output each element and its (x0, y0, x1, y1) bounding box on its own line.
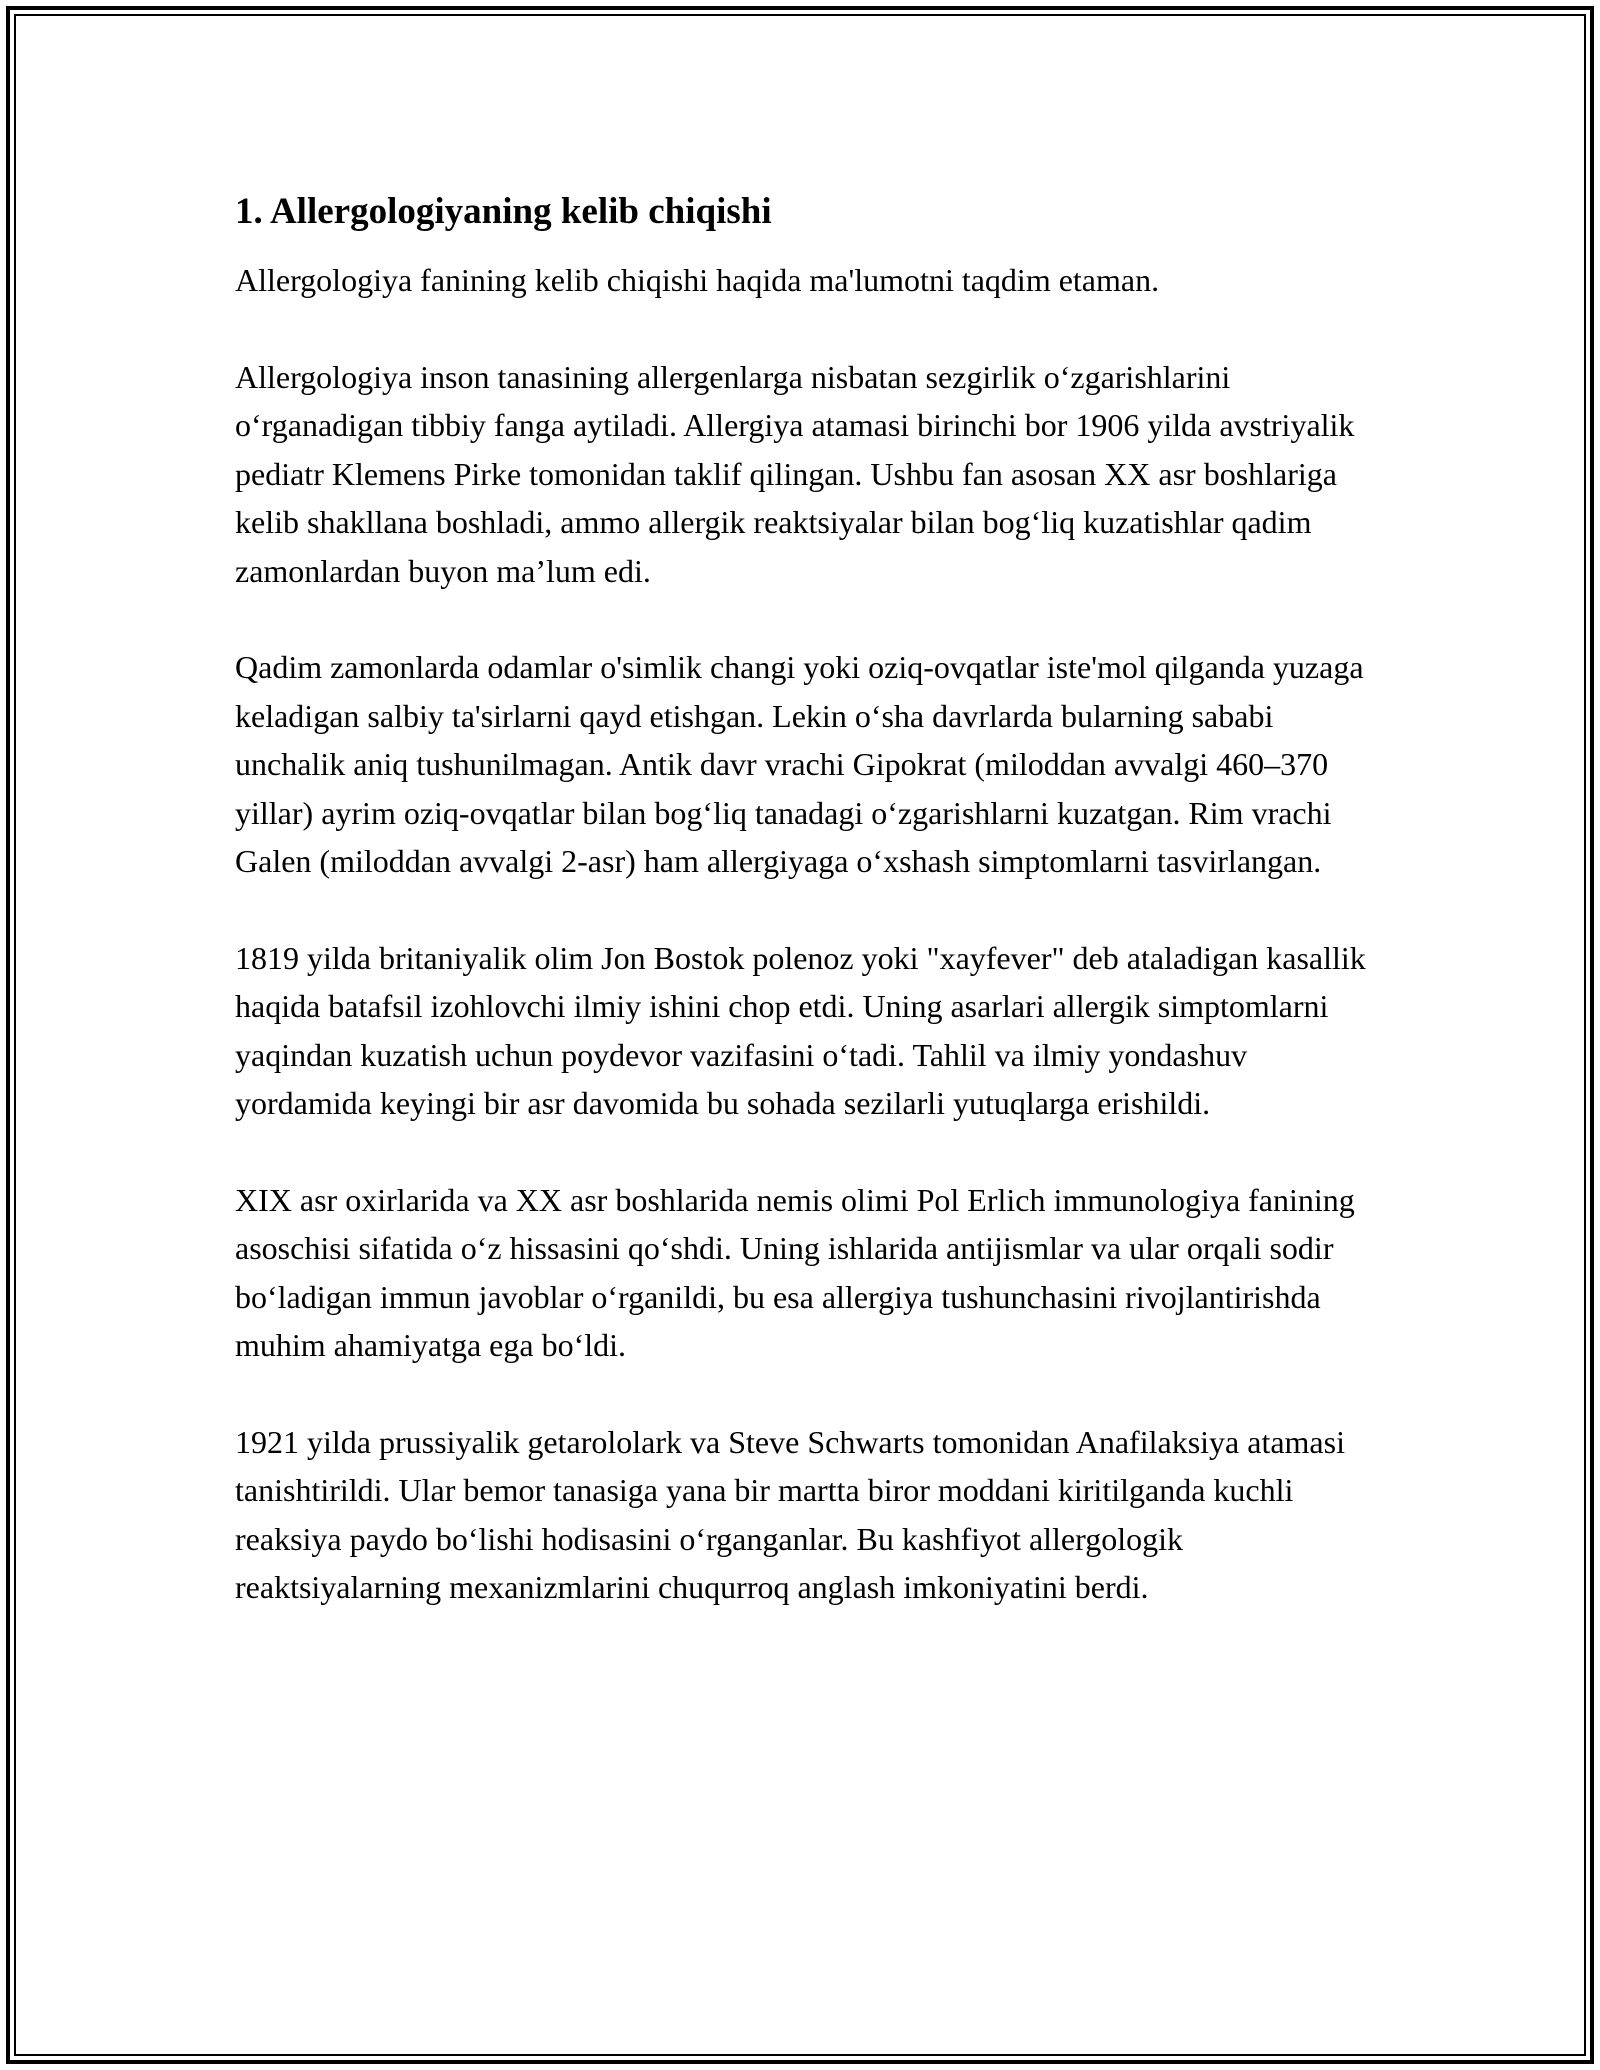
paragraph-intro: Allergologiya fanining kelib chiqishi haqida ma'lumotni taqdim etaman. (235, 262, 1160, 298)
paragraph-ehrlich: XIX asr oxirlarida va XX asr boshlarida nemis olimi Pol Erlich immunologiya fanining asoschisi sifatida o‘z hissasini qo‘shdi. Uning ishlarida antijismlar va ular orqali sodir bo‘ladigan immun javoblar o‘rganildi, bu esa allergiya tushunchasini rivojlantirishda muhim ahamiyatga ega bo‘ldi. (235, 1181, 1355, 1363)
paragraph-ancient-times: Qadim zamonlarda odamlar o'simlik changi yoki oziq-ovqatlar iste'mol qilganda yuzaga keladigan salbiy ta'sirlarni qayd etishgan. Lekin o‘sha davrlarda bularning sababi unchalik aniq tushunilmagan. Antik davr vrachi Gipokrat (miloddan avvalgi 460–370 yillar) ayrim oziq-ovqatlar bilan bog‘liq tanadagi o‘zgarishlarni kuzatgan. Rim vrachi Galen (miloddan avvalgi 2-asr) ham allergiyaga o‘xshash simptomlarni tasvirlangan. (235, 649, 1364, 879)
section-heading: 1. Allergologiyaning kelib chiqishi (235, 191, 772, 232)
paragraph-definition: Allergologiya inson tanasining allergenlarga nisbatan sezgirlik o‘zgarishlarini o‘rganadigan tibbiy fanga aytiladi. Allergiya atamasi birinchi bor 1906 yilda avstriyalik pediatr Klemens Pirke tomonidan taklif qilingan. Ushbu fan asosan XX asr boshlariga kelib shakllana boshladi, ammo allergik reaktsiyalar bilan bog‘liq kuzatishlar qadim zamonlardan buyon ma’lum edi. (235, 358, 1355, 589)
document-body (235, 186, 1375, 1660)
paragraph-bostock: 1819 yilda britaniyalik olim Jon Bostok polenoz yoki "xayfever" deb ataladigan kasallik haqida batafsil izohlovchi ilmiy ishini chop etdi. Uning asarlari allergik simptomlarni yaqindan kuzatish uchun poydevor vazifasini o‘tadi. Tahlil va ilmiy yondashuv yordamida keyingi bir asr davomida bu sohada sezilarli yutuqlarga erishildi. (235, 939, 1366, 1121)
paragraph-anaphylaxis: 1921 yilda prussiyalik getarololark va Steve Schwarts tomonidan Anafilaksiya atamasi tanishtirildi. Ular bemor tanasiga yana bir martta biror moddani kiritilganda kuchli reaksiya paydo bo‘lishi hodisasini o‘rganganlar. Bu kashfiyot allergologik reaktsiyalarning mexanizmlarini chuqurroq anglash imkoniyatini berdi. (235, 1423, 1345, 1605)
